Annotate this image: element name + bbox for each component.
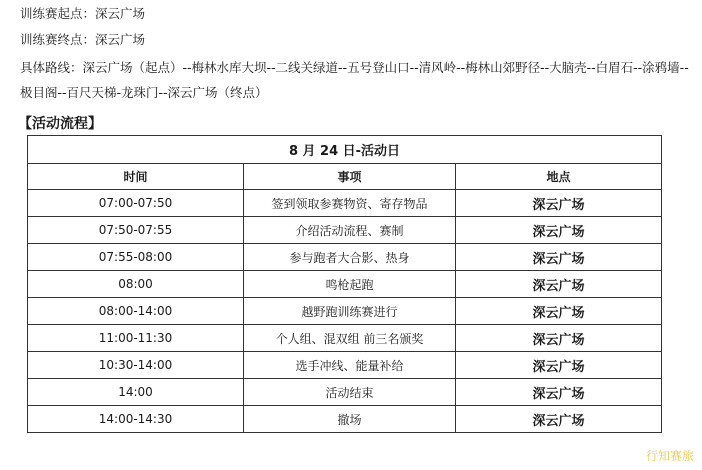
schedule-table bbox=[27, 135, 662, 433]
end-point-value: 深云广场 bbox=[95, 32, 146, 47]
row-time: 11:00-11:30 bbox=[28, 325, 244, 352]
row-item: 个人组、混双组 前三名颁奖 bbox=[244, 325, 456, 352]
start-point-line bbox=[20, 5, 145, 23]
start-point-value: 深云广场 bbox=[95, 6, 146, 21]
header-time: 时间 bbox=[28, 164, 244, 190]
table-row bbox=[28, 325, 662, 352]
table-row bbox=[28, 271, 662, 298]
row-item: 签到领取参赛物资、寄存物品 bbox=[244, 190, 456, 217]
row-item: 撤场 bbox=[244, 406, 456, 433]
end-point-line bbox=[20, 31, 145, 49]
row-place: 深云广场 bbox=[456, 244, 662, 271]
row-time: 07:00-07:50 bbox=[28, 190, 244, 217]
start-point-label: 训练赛起点： bbox=[20, 6, 96, 21]
route-line bbox=[20, 55, 692, 105]
row-time: 07:55-08:00 bbox=[28, 244, 244, 271]
row-place: 深云广场 bbox=[456, 217, 662, 244]
row-time: 14:00-14:30 bbox=[28, 406, 244, 433]
section-title: 【活动流程】 bbox=[18, 116, 102, 132]
watermark-text: 行知赛旅 bbox=[645, 449, 694, 463]
table-row bbox=[28, 352, 662, 379]
row-time: 10:30-14:00 bbox=[28, 352, 244, 379]
row-item: 鸣枪起跑 bbox=[244, 271, 456, 298]
route-label: 具体路线： bbox=[20, 60, 83, 75]
table-row bbox=[28, 406, 662, 433]
row-time: 07:50-07:55 bbox=[28, 217, 244, 244]
schedule-title: 8 月 24 日-活动日 bbox=[28, 136, 662, 164]
row-place: 深云广场 bbox=[456, 271, 662, 298]
row-time: 08:00-14:00 bbox=[28, 298, 244, 325]
row-time: 08:00 bbox=[28, 271, 244, 298]
end-point-label: 训练赛终点： bbox=[20, 32, 96, 47]
row-item: 参与跑者大合影、热身 bbox=[244, 244, 456, 271]
row-item: 介绍活动流程、赛制 bbox=[244, 217, 456, 244]
schedule-title-row bbox=[28, 136, 662, 164]
table-row bbox=[28, 217, 662, 244]
row-place: 深云广场 bbox=[456, 352, 662, 379]
schedule-header-row bbox=[28, 164, 662, 190]
row-place: 深云广场 bbox=[456, 190, 662, 217]
row-place: 深云广场 bbox=[456, 406, 662, 433]
header-item: 事项 bbox=[244, 164, 456, 190]
row-item: 越野跑训练赛进行 bbox=[244, 298, 456, 325]
row-time: 14:00 bbox=[28, 379, 244, 406]
route-value: 深云广场（起点）--梅林水库大坝--二线关绿道--五号登山口--清风岭--梅林山郊野径--大脑壳--白眉石--涂鸦墙--极目阁--百尺天梯-龙珠门--深云广场（终点） bbox=[20, 60, 689, 100]
table-row bbox=[28, 298, 662, 325]
table-row bbox=[28, 244, 662, 271]
row-item: 活动结束 bbox=[244, 379, 456, 406]
row-place: 深云广场 bbox=[456, 325, 662, 352]
row-place: 深云广场 bbox=[456, 379, 662, 406]
table-row bbox=[28, 190, 662, 217]
header-place: 地点 bbox=[456, 164, 662, 190]
row-item: 选手冲线、能量补给 bbox=[244, 352, 456, 379]
table-row bbox=[28, 379, 662, 406]
row-place: 深云广场 bbox=[456, 298, 662, 325]
